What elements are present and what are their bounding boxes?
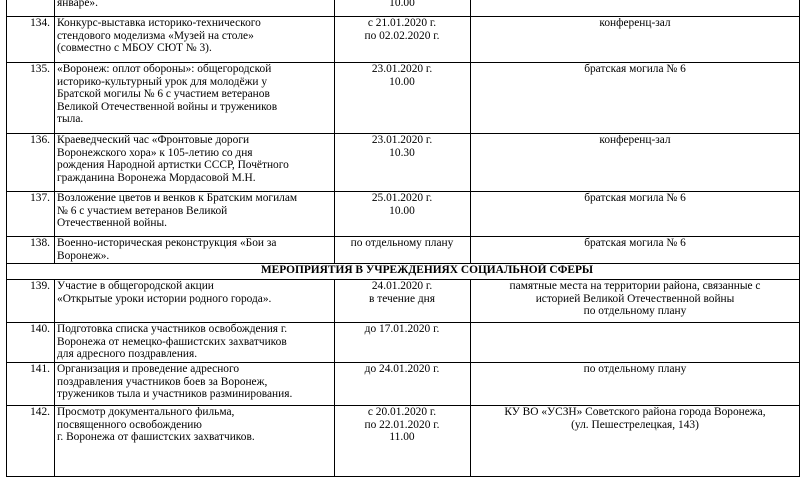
row-date-line: 23.01.2020 г. bbox=[371, 63, 433, 75]
row-date bbox=[334, 322, 470, 362]
table-rule-horizontal bbox=[6, 405, 800, 406]
row-date-line: 25.01.2020 г. bbox=[371, 192, 433, 204]
row-number: 140. bbox=[30, 323, 50, 335]
row-event-line: Просмотр документального фильма, bbox=[57, 406, 235, 418]
table-rule-vertical bbox=[334, 0, 335, 264]
table-rule-vertical bbox=[54, 279, 55, 477]
row-number: 138. bbox=[30, 237, 50, 249]
table-rule-horizontal bbox=[6, 476, 800, 477]
row-date-line: по 22.01.2020 г. bbox=[364, 418, 440, 431]
table-rule-horizontal bbox=[6, 263, 800, 264]
row-number: 134. bbox=[30, 17, 50, 29]
row-event-line: Возложение цветов и венков к Братским могилам bbox=[57, 192, 298, 204]
row-event-line: Отечественной войны. bbox=[57, 217, 167, 230]
table-rule-horizontal bbox=[6, 279, 800, 280]
row-event-line: Подготовка списка участников освобождения г. bbox=[57, 323, 288, 335]
row-date bbox=[334, 405, 470, 476]
row-place-line: историей Великой Отечественной войны bbox=[535, 292, 735, 305]
row-event bbox=[54, 62, 334, 133]
fragment-event-cell-line: январе». bbox=[57, 0, 98, 9]
row-event bbox=[54, 405, 334, 476]
row-event-line: г. Воронежа от фашистских захватчиков. bbox=[57, 431, 255, 444]
row-date-line: 10.30 bbox=[389, 146, 415, 159]
row-date bbox=[334, 362, 470, 405]
table-rule-vertical bbox=[470, 279, 471, 477]
table-rule-vertical bbox=[6, 279, 7, 477]
row-place-line: конференц-зал bbox=[599, 134, 671, 146]
row-event-line: рождения Народной артистки СССР, Почётного bbox=[57, 159, 289, 172]
row-event-line: (совместно с МБОУ СЮТ № 3). bbox=[57, 42, 212, 55]
row-event bbox=[54, 133, 334, 191]
table-rule-horizontal bbox=[6, 133, 800, 134]
row-number: 137. bbox=[30, 192, 50, 204]
row-event-line: тыла. bbox=[57, 113, 84, 126]
table-rule-vertical bbox=[6, 0, 7, 264]
row-place bbox=[470, 191, 800, 236]
row-date-line: 24.01.2020 г. bbox=[371, 280, 433, 292]
row-place bbox=[470, 279, 800, 322]
row-event-line: тружеников тыла и участников разминирования. bbox=[57, 388, 293, 401]
row-place-line: по отдельному плану bbox=[583, 305, 687, 318]
fragment-date-cell-line: 10.00 bbox=[389, 0, 415, 9]
row-place-line: КУ ВО «УСЗН» Советского района города Воронежа, bbox=[504, 406, 766, 418]
row-place-line: (ул. Пешестрелецкая, 143) bbox=[571, 418, 699, 431]
table-rule-vertical bbox=[334, 279, 335, 477]
table-rule-horizontal bbox=[6, 16, 800, 17]
row-date bbox=[334, 191, 470, 236]
row-event-line: Великой Отечественной войны и тружеников bbox=[57, 100, 278, 113]
row-event-line: Воронежского хора» к 105-летию со дня bbox=[57, 146, 253, 159]
row-event-line: № 6 с участием ветеранов Великой bbox=[57, 204, 228, 217]
row-date-line: 10.00 bbox=[389, 75, 415, 88]
row-event-line: Конкурс-выставка историко-технического bbox=[57, 17, 261, 29]
row-date-line: в течение дня bbox=[369, 292, 435, 305]
row-event-line: Воронеж». bbox=[57, 249, 110, 262]
row-date bbox=[334, 279, 470, 322]
table-rule-horizontal bbox=[6, 362, 800, 363]
table-rule-horizontal bbox=[6, 62, 800, 63]
row-date bbox=[334, 16, 470, 62]
row-date bbox=[334, 62, 470, 133]
row-date-line: до 17.01.2020 г. bbox=[364, 323, 440, 335]
row-number: 141. bbox=[30, 363, 50, 375]
row-date-line: 10.00 bbox=[389, 204, 415, 217]
row-event-line: Воронежа от немецко-фашистских захватчиков bbox=[57, 335, 287, 348]
row-event bbox=[54, 16, 334, 62]
row-place bbox=[470, 236, 800, 263]
table-rule-horizontal bbox=[6, 191, 800, 192]
table-rule-horizontal bbox=[6, 236, 800, 237]
row-event-line: «Открытые уроки истории родного города». bbox=[57, 292, 272, 305]
row-event bbox=[54, 279, 334, 322]
row-event-line: Организация и проведение адресного bbox=[57, 363, 240, 375]
fragment-date-cell bbox=[334, 0, 470, 16]
row-place bbox=[470, 322, 800, 362]
row-event bbox=[54, 362, 334, 405]
row-date-line: с 20.01.2020 г. bbox=[367, 406, 437, 418]
row-event-line: «Воронеж: оплот обороны»: общегородской bbox=[57, 63, 272, 75]
row-event-line: Участие в общегородской акции bbox=[57, 280, 214, 292]
row-date-line: 23.01.2020 г. bbox=[371, 134, 433, 146]
section-heading: МЕРОПРИЯТИЯ В УЧРЕЖДЕНИЯХ СОЦИАЛЬНОЙ СФЕРЫ bbox=[260, 264, 594, 276]
row-date bbox=[334, 133, 470, 191]
row-place bbox=[470, 362, 800, 405]
row-event-line: Братской могилы № 6 с участием ветеранов bbox=[57, 88, 270, 101]
table-rule-vertical bbox=[470, 0, 471, 264]
row-date-line: по 02.02.2020 г. bbox=[364, 29, 440, 42]
row-event-line: историко-культурный урок для молодёжи у bbox=[57, 75, 268, 88]
row-date-line: 11.00 bbox=[389, 431, 415, 444]
table-rule-vertical bbox=[54, 0, 55, 264]
table-rule-vertical bbox=[6, 263, 7, 279]
row-place bbox=[470, 405, 800, 476]
row-event-line: поздравления участников боев за Воронеж, bbox=[57, 375, 268, 388]
row-place-line: братская могила № 6 bbox=[584, 237, 686, 249]
row-number: 136. bbox=[30, 134, 50, 146]
row-event-line: Краеведческий час «Фронтовые дороги bbox=[57, 134, 250, 146]
row-date-line: до 24.01.2020 г. bbox=[364, 363, 440, 375]
row-number: 135. bbox=[30, 63, 50, 75]
row-event bbox=[54, 236, 334, 263]
fragment-event-cell bbox=[54, 0, 334, 16]
row-date-line: с 21.01.2020 г. bbox=[367, 17, 437, 29]
row-event-line: Военно-историческая реконструкция «Бои за bbox=[57, 237, 277, 249]
row-place bbox=[470, 62, 800, 133]
row-date bbox=[334, 236, 470, 263]
row-number: 139. bbox=[30, 280, 50, 292]
row-event-line: посвященного освобождению bbox=[57, 418, 202, 431]
row-event-line: стендового моделизма «Музей на столе» bbox=[57, 29, 254, 42]
table-rule-horizontal bbox=[6, 322, 800, 323]
row-date-line: по отдельному плану bbox=[350, 237, 454, 249]
row-place-line: братская могила № 6 bbox=[584, 63, 686, 75]
row-place bbox=[470, 16, 800, 62]
row-event-line: гражданина Воронежа Мордасовой М.Н. bbox=[57, 171, 256, 184]
row-event bbox=[54, 191, 334, 236]
row-event bbox=[54, 322, 334, 362]
row-place-line: братская могила № 6 bbox=[584, 192, 686, 204]
row-place-line: памятные места на территории района, связанные с bbox=[509, 280, 761, 292]
row-event-line: для адресного поздравления. bbox=[57, 348, 198, 361]
row-number: 142. bbox=[30, 406, 50, 418]
row-place-line: конференц-зал bbox=[599, 17, 671, 29]
row-place bbox=[470, 133, 800, 191]
row-place-line: по отдельному плану bbox=[583, 363, 687, 375]
